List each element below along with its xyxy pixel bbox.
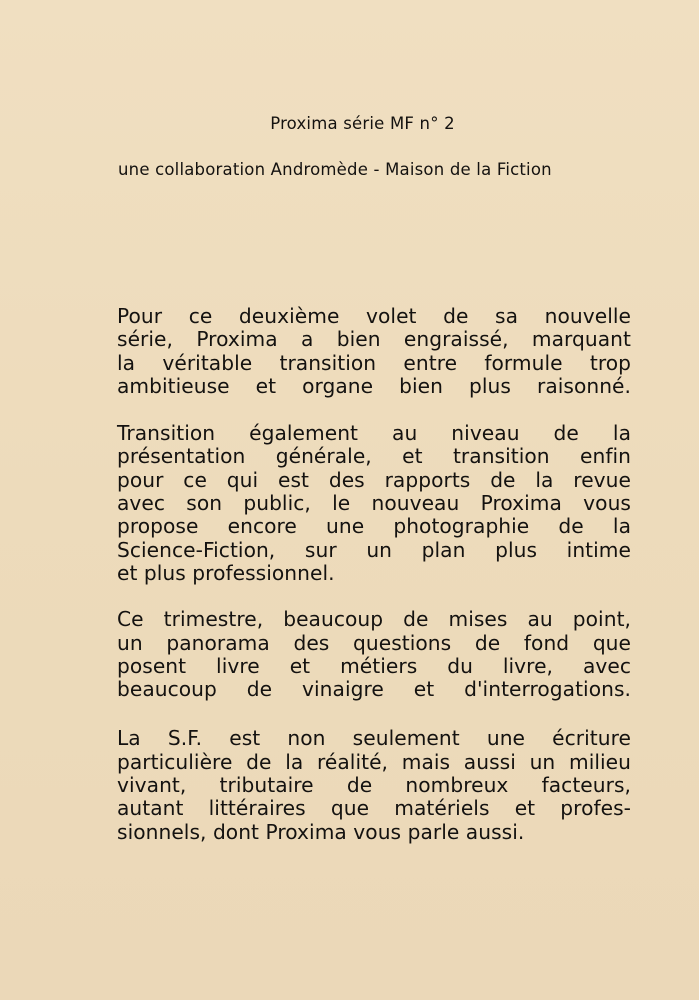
text-line: un panorama des questions de fond que bbox=[117, 630, 631, 655]
text-line: vivant, tributaire de nombreux facteurs, bbox=[117, 773, 631, 798]
text-line: pour ce qui est des rapports de la revue bbox=[117, 467, 631, 492]
text-line: Science-Fiction, sur un plan plus intime bbox=[117, 537, 631, 562]
collaboration-line: une collaboration Andromède - Maison de la Fiction bbox=[118, 160, 552, 179]
paragraph-1 bbox=[117, 305, 631, 398]
text-line: autant littéraires que matériels et profes- bbox=[117, 796, 631, 821]
text-line: ambitieuse et organe bien plus raisonné. bbox=[117, 373, 631, 398]
text-line: beaucoup de vinaigre et d'interrogations. bbox=[117, 677, 631, 702]
text-line: la véritable transition entre formule trop bbox=[117, 350, 631, 375]
paragraph-4 bbox=[117, 727, 631, 843]
text-line: propose encore une photographie de la bbox=[117, 514, 631, 539]
series-title: Proxima série MF n° 2 bbox=[270, 114, 455, 133]
text-line: Pour ce deuxième volet de sa nouvelle bbox=[117, 304, 631, 328]
paragraph-2 bbox=[117, 422, 631, 585]
paragraph-3 bbox=[117, 608, 631, 701]
body-text bbox=[117, 305, 631, 868]
text-line: La S.F. est non seulement une écriture bbox=[117, 726, 631, 751]
text-line: présentation générale, et transition enfin bbox=[117, 444, 631, 469]
text-line: sionnels, dont Proxima vous parle aussi. bbox=[117, 819, 525, 844]
text-line: posent livre et métiers du livre, avec bbox=[117, 653, 631, 678]
text-line: Transition également au niveau de la bbox=[117, 421, 631, 446]
text-line: particulière de la réalité, mais aussi un milieu bbox=[117, 749, 631, 774]
text-line: avec son public, le nouveau Proxima vous bbox=[117, 491, 631, 516]
text-line: et plus professionnel. bbox=[117, 560, 335, 585]
text-line: série, Proxima a bien engraissé, marquant bbox=[117, 327, 631, 352]
text-line: Ce trimestre, beaucoup de mises au point, bbox=[117, 607, 631, 632]
